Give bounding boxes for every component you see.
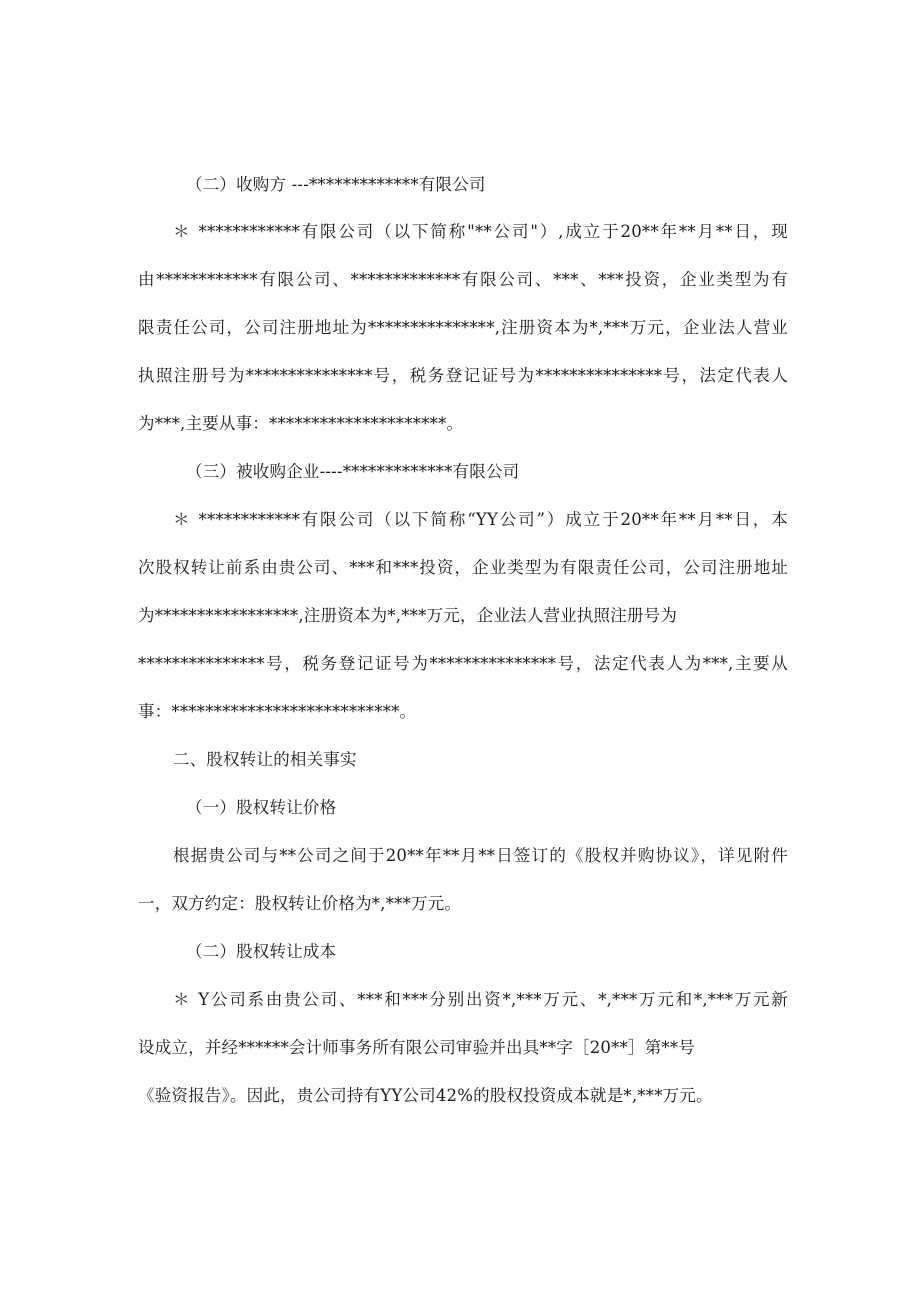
paragraph-line: 设成立，并经******会计师事务所有限公司审验并出具**字［20**］第**号 (138, 1038, 695, 1057)
paragraph-line: 根据贵公司与**公司之间于20**年**月**日签订的《股权并购协议》，详见附件 (173, 846, 788, 865)
subsection-heading-price: （一）股权转让价格 (186, 798, 337, 817)
paragraph-line: ＊ ************有限公司（以下简称“YY公司”）成立于20**年**月**日，本 (173, 510, 788, 529)
paragraph-line: 一，双方约定：股权转让价格为*,***万元。 (138, 894, 462, 913)
paragraph-line: ＊ ************有限公司（以下简称"**公司"）,成立于20**年**月**日，现 (173, 222, 788, 241)
paragraph-line: 由************有限公司、*************有限公司、***、***投资，企业类型为有 (138, 270, 788, 289)
subsection-heading-cost: （二）股权转让成本 (186, 942, 337, 961)
paragraph-line: ***************号，税务登记证号为***************号，法定代表人为***,主要从 (138, 654, 788, 673)
paragraph-line: ＊ Y公司系由贵公司、***和***分别出资*,***万元、*,***万元和*,***万元新 (173, 990, 788, 1009)
paragraph-line: 次股权转让前系由贵公司、***和***投资，企业类型为有限责任公司，公司注册地址 (138, 558, 788, 577)
paragraph-line: 限责任公司，公司注册地址为***************,注册资本为*,***万元，企业法人营业 (138, 318, 788, 337)
paragraph-line: 为*****************,注册资本为*,***万元，企业法人营业执照注册号为 (138, 606, 678, 625)
paragraph-line: 事：***************************。 (138, 702, 417, 721)
paragraph-line: 为***,主要从事：*********************。 (138, 414, 464, 433)
paragraph-line: 执照注册号为***************号，税务登记证号为***************号，法定代表人 (138, 366, 788, 385)
section-heading-target: （三）被收购企业----*************有限公司 (186, 462, 520, 481)
section-heading-acquirer: （二）收购方 ---*************有限公司 (186, 175, 486, 194)
paragraph-line: 《验资报告》。因此，贵公司持有YY公司42%的股权投资成本就是*,***万元。 (138, 1086, 713, 1105)
section-heading-facts: 二、股权转让的相关事实 (173, 750, 357, 769)
